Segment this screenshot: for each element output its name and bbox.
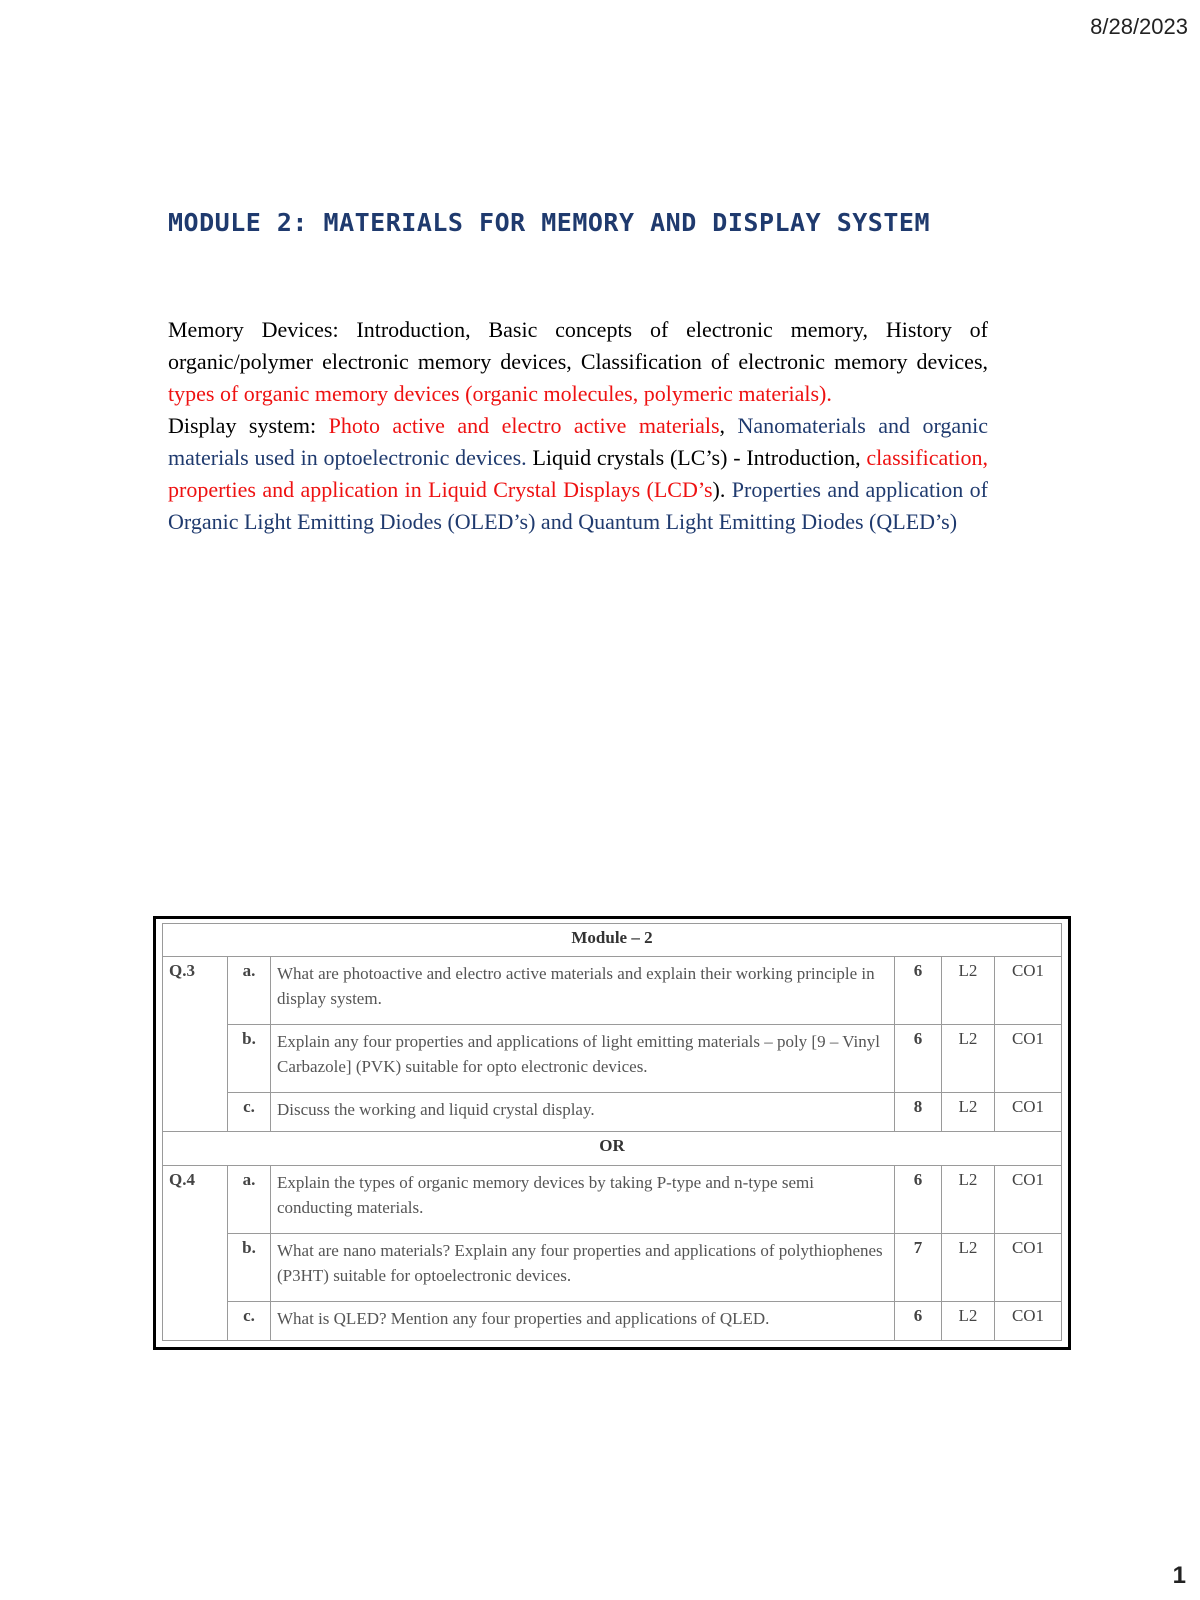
- display-highlight-2: classification, properties and application in Liquid Crystal Displays (LCD’s: [168, 445, 988, 502]
- table-row: [163, 1025, 1062, 1093]
- question-part: a.: [228, 957, 271, 1025]
- question-level: L2: [942, 1165, 995, 1233]
- question-number: Q.3: [163, 957, 228, 1132]
- question-text: What are nano materials? Explain any four properties and applications of polythiophenes (P3HT) suitable for optoelectronic devices.: [271, 1233, 895, 1301]
- syllabus-text: [168, 314, 988, 538]
- question-marks: 6: [895, 1301, 942, 1340]
- table-row: [163, 1233, 1062, 1301]
- question-marks: 7: [895, 1233, 942, 1301]
- question-paper-image: [153, 916, 1071, 1350]
- display-highlight-1: Photo active and electro active materials: [328, 413, 720, 438]
- question-co: CO1: [995, 1165, 1062, 1233]
- question-level: L2: [942, 1093, 995, 1132]
- question-level: L2: [942, 957, 995, 1025]
- table-row: [163, 1165, 1062, 1233]
- question-number: Q.4: [163, 1165, 228, 1340]
- page-number: 1: [1172, 1562, 1186, 1589]
- question-level: L2: [942, 1233, 995, 1301]
- slide-date: 8/28/2023: [1090, 14, 1188, 39]
- question-marks: 6: [895, 957, 942, 1025]
- question-text: Discuss the working and liquid crystal display.: [271, 1093, 895, 1132]
- display-black-text-2: Liquid crystals (LC’s) - Introduction,: [526, 445, 867, 470]
- memory-devices-text: Memory Devices: Introduction, Basic concepts of electronic memory, History of organic/polymer electronic memory devices, Classification of electronic memory devices,: [168, 317, 988, 374]
- question-part: a.: [228, 1165, 271, 1233]
- question-marks: 6: [895, 1025, 942, 1093]
- display-navy-text-2: Properties and application of Organic Light Emitting Diodes (OLED’s) and Quantum Light Emitting Diodes (QLED’s): [168, 477, 988, 534]
- question-table: [162, 923, 1062, 1341]
- module-title: MODULE 2: MATERIALS FOR MEMORY AND DISPLAY SYSTEM: [168, 208, 931, 237]
- question-level: L2: [942, 1301, 995, 1340]
- table-row: [163, 957, 1062, 1025]
- question-part: b.: [228, 1025, 271, 1093]
- or-separator: OR: [163, 1132, 1062, 1165]
- question-text: Explain the types of organic memory devices by taking P-type and n-type semi conducting materials.: [271, 1165, 895, 1233]
- display-separator: ,: [719, 413, 738, 438]
- question-marks: 8: [895, 1093, 942, 1132]
- question-text: What is QLED? Mention any four properties and applications of QLED.: [271, 1301, 895, 1340]
- table-row: [163, 1301, 1062, 1340]
- question-co: CO1: [995, 1093, 1062, 1132]
- question-text: Explain any four properties and applications of light emitting materials – poly [9 – Vinyl Carbazole] (PVK) suitable for opto electronic devices.: [271, 1025, 895, 1093]
- module-heading: Module – 2: [163, 924, 1062, 957]
- question-part: c.: [228, 1301, 271, 1340]
- question-part: c.: [228, 1093, 271, 1132]
- memory-devices-paragraph: [168, 314, 988, 410]
- display-system-paragraph: [168, 410, 988, 538]
- table-row: [163, 1093, 1062, 1132]
- question-marks: 6: [895, 1165, 942, 1233]
- memory-devices-highlight: types of organic memory devices (organic molecules, polymeric materials).: [168, 381, 832, 406]
- display-black-text-3: ).: [712, 477, 726, 502]
- question-level: L2: [942, 1025, 995, 1093]
- question-co: CO1: [995, 1233, 1062, 1301]
- question-text: What are photoactive and electro active materials and explain their working principle in display system.: [271, 957, 895, 1025]
- display-navy-text-1: Nanomaterials and organic materials used in optoelectronic devices.: [168, 413, 989, 470]
- question-co: CO1: [995, 1025, 1062, 1093]
- display-system-label: Display system:: [168, 413, 329, 438]
- question-co: CO1: [995, 1301, 1062, 1340]
- question-co: CO1: [995, 957, 1062, 1025]
- question-part: b.: [228, 1233, 271, 1301]
